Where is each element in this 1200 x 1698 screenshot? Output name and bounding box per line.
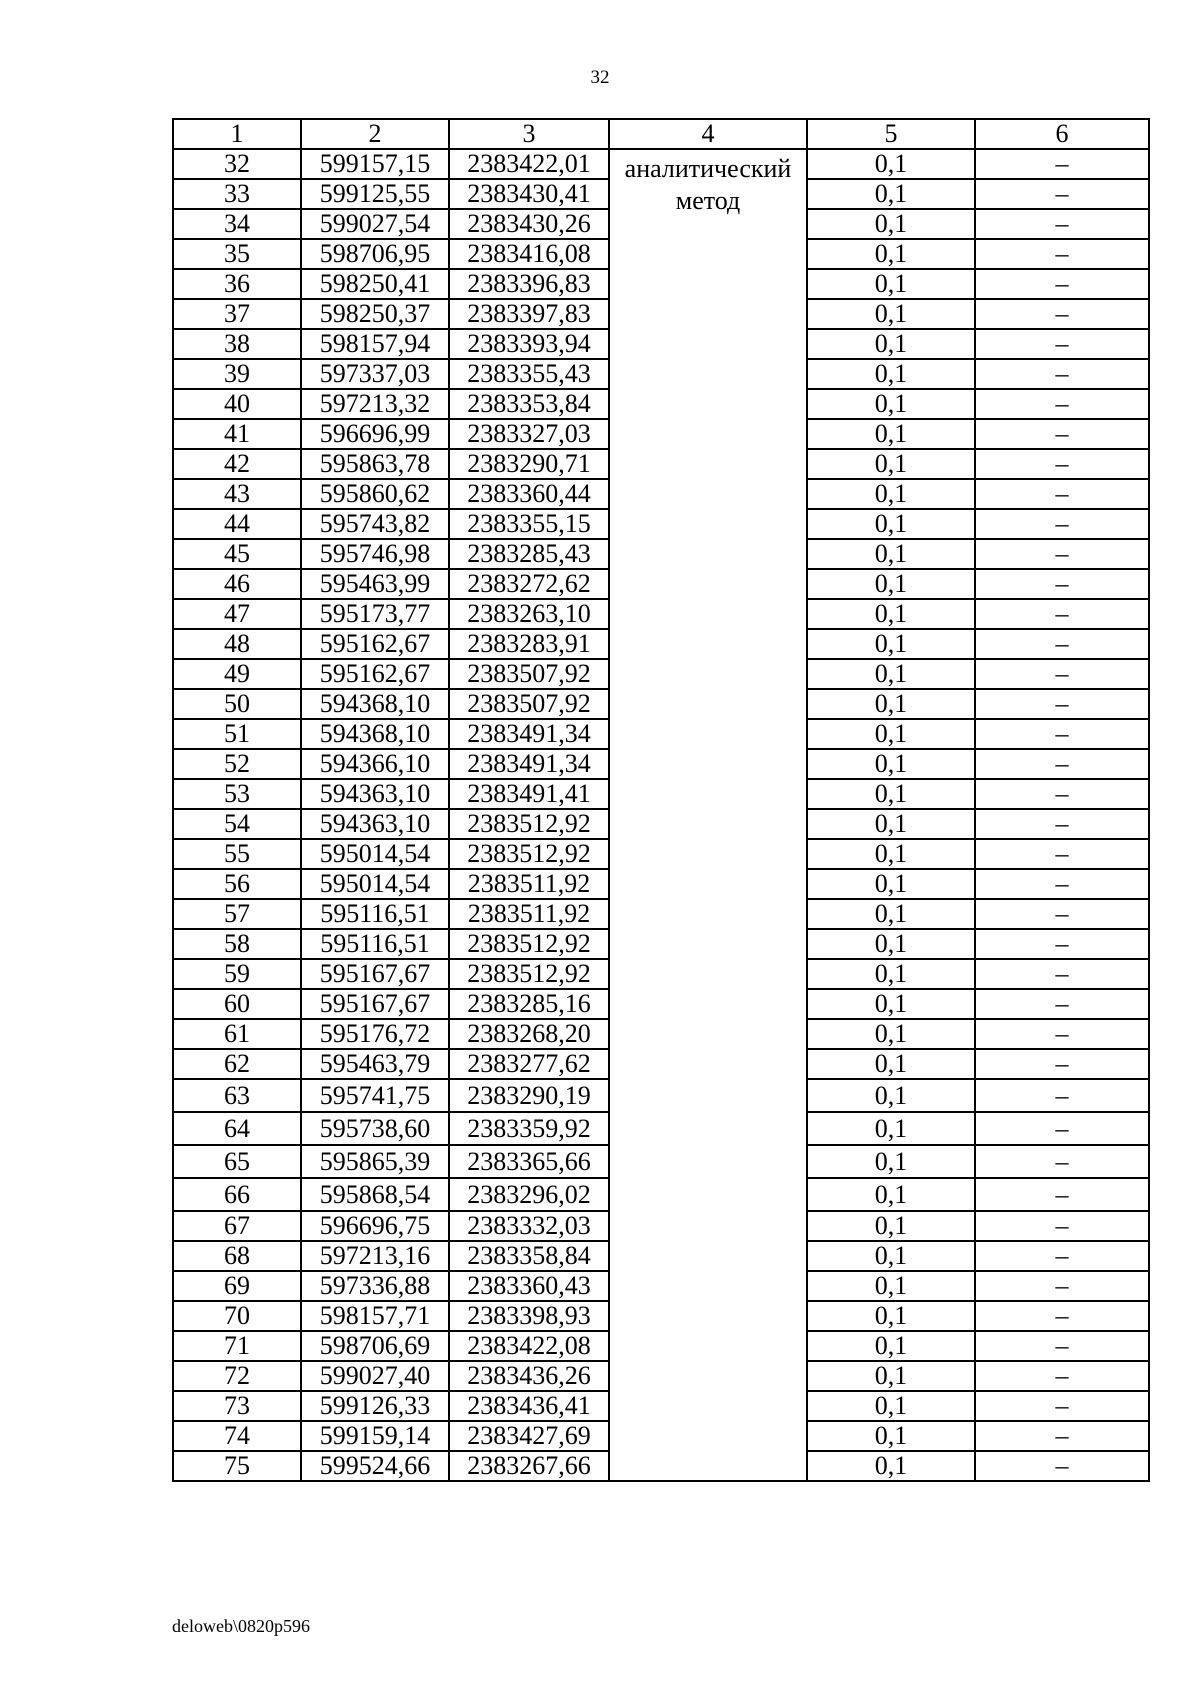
note-cell: – [975, 1271, 1149, 1301]
x-coordinate-cell: 599126,33 [301, 1391, 449, 1421]
x-coordinate-cell: 594363,10 [301, 809, 449, 839]
y-coordinate-cell: 2383491,34 [449, 749, 609, 779]
point-number-cell: 48 [173, 629, 301, 659]
note-cell: – [975, 1145, 1149, 1178]
accuracy-cell: 0,1 [807, 1391, 975, 1421]
point-number-cell: 51 [173, 719, 301, 749]
method-line: аналитический [624, 154, 792, 183]
y-coordinate-cell: 2383290,19 [449, 1079, 609, 1112]
table-row [173, 149, 1149, 179]
y-coordinate-cell: 2383512,92 [449, 929, 609, 959]
x-coordinate-cell: 598157,71 [301, 1301, 449, 1331]
y-coordinate-cell: 2383355,43 [449, 359, 609, 389]
note-cell: – [975, 1211, 1149, 1241]
point-number-cell: 63 [173, 1079, 301, 1112]
x-coordinate-cell: 595463,79 [301, 1049, 449, 1079]
note-cell: – [975, 149, 1149, 179]
x-coordinate-cell: 596696,99 [301, 419, 449, 449]
y-coordinate-cell: 2383398,93 [449, 1301, 609, 1331]
method-line: метод [675, 186, 741, 215]
x-coordinate-cell: 595116,51 [301, 899, 449, 929]
note-cell: – [975, 1241, 1149, 1271]
y-coordinate-cell: 2383512,92 [449, 839, 609, 869]
accuracy-cell: 0,1 [807, 209, 975, 239]
accuracy-cell: 0,1 [807, 1079, 975, 1112]
point-number-cell: 56 [173, 869, 301, 899]
point-number-cell: 41 [173, 419, 301, 449]
header-cell: 5 [807, 119, 975, 149]
y-coordinate-cell: 2383422,01 [449, 149, 609, 179]
point-number-cell: 37 [173, 299, 301, 329]
point-number-cell: 66 [173, 1178, 301, 1211]
accuracy-cell: 0,1 [807, 1331, 975, 1361]
note-cell: – [975, 659, 1149, 689]
y-coordinate-cell: 2383359,92 [449, 1112, 609, 1145]
x-coordinate-cell: 595868,54 [301, 1178, 449, 1211]
y-coordinate-cell: 2383422,08 [449, 1331, 609, 1361]
accuracy-cell: 0,1 [807, 1049, 975, 1079]
y-coordinate-cell: 2383430,26 [449, 209, 609, 239]
y-coordinate-cell: 2383267,66 [449, 1451, 609, 1481]
note-cell: – [975, 449, 1149, 479]
point-number-cell: 74 [173, 1421, 301, 1451]
y-coordinate-cell: 2383353,84 [449, 389, 609, 419]
note-cell: – [975, 209, 1149, 239]
header-row [173, 119, 1149, 149]
point-number-cell: 43 [173, 479, 301, 509]
accuracy-cell: 0,1 [807, 929, 975, 959]
accuracy-cell: 0,1 [807, 149, 975, 179]
y-coordinate-cell: 2383358,84 [449, 1241, 609, 1271]
x-coordinate-cell: 599027,40 [301, 1361, 449, 1391]
accuracy-cell: 0,1 [807, 449, 975, 479]
point-number-cell: 70 [173, 1301, 301, 1331]
note-cell: – [975, 419, 1149, 449]
x-coordinate-cell: 598250,37 [301, 299, 449, 329]
point-number-cell: 73 [173, 1391, 301, 1421]
note-cell: – [975, 329, 1149, 359]
x-coordinate-cell: 599125,55 [301, 179, 449, 209]
point-number-cell: 75 [173, 1451, 301, 1481]
accuracy-cell: 0,1 [807, 329, 975, 359]
point-number-cell: 53 [173, 779, 301, 809]
x-coordinate-cell: 594366,10 [301, 749, 449, 779]
accuracy-cell: 0,1 [807, 1019, 975, 1049]
note-cell: – [975, 749, 1149, 779]
accuracy-cell: 0,1 [807, 509, 975, 539]
x-coordinate-cell: 597337,03 [301, 359, 449, 389]
x-coordinate-cell: 594368,10 [301, 719, 449, 749]
y-coordinate-cell: 2383277,62 [449, 1049, 609, 1079]
accuracy-cell: 0,1 [807, 809, 975, 839]
accuracy-cell: 0,1 [807, 1271, 975, 1301]
x-coordinate-cell: 595863,78 [301, 449, 449, 479]
accuracy-cell: 0,1 [807, 869, 975, 899]
note-cell: – [975, 899, 1149, 929]
x-coordinate-cell: 595176,72 [301, 1019, 449, 1049]
point-number-cell: 47 [173, 599, 301, 629]
accuracy-cell: 0,1 [807, 359, 975, 389]
x-coordinate-cell: 595014,54 [301, 869, 449, 899]
x-coordinate-cell: 595173,77 [301, 599, 449, 629]
accuracy-cell: 0,1 [807, 479, 975, 509]
y-coordinate-cell: 2383396,83 [449, 269, 609, 299]
y-coordinate-cell: 2383283,91 [449, 629, 609, 659]
note-cell: – [975, 719, 1149, 749]
note-cell: – [975, 929, 1149, 959]
note-cell: – [975, 569, 1149, 599]
y-coordinate-cell: 2383355,15 [449, 509, 609, 539]
y-coordinate-cell: 2383268,20 [449, 1019, 609, 1049]
note-cell: – [975, 1178, 1149, 1211]
y-coordinate-cell: 2383285,16 [449, 989, 609, 1019]
header-cell: 6 [975, 119, 1149, 149]
x-coordinate-cell: 598706,69 [301, 1331, 449, 1361]
header-cell: 1 [173, 119, 301, 149]
accuracy-cell: 0,1 [807, 779, 975, 809]
point-number-cell: 52 [173, 749, 301, 779]
x-coordinate-cell: 595116,51 [301, 929, 449, 959]
accuracy-cell: 0,1 [807, 569, 975, 599]
note-cell: – [975, 299, 1149, 329]
note-cell: – [975, 539, 1149, 569]
x-coordinate-cell: 595746,98 [301, 539, 449, 569]
x-coordinate-cell: 599159,14 [301, 1421, 449, 1451]
y-coordinate-cell: 2383511,92 [449, 899, 609, 929]
note-cell: – [975, 269, 1149, 299]
accuracy-cell: 0,1 [807, 239, 975, 269]
note-cell: – [975, 389, 1149, 419]
accuracy-cell: 0,1 [807, 1178, 975, 1211]
point-number-cell: 61 [173, 1019, 301, 1049]
x-coordinate-cell: 595463,99 [301, 569, 449, 599]
x-coordinate-cell: 598250,41 [301, 269, 449, 299]
accuracy-cell: 0,1 [807, 749, 975, 779]
note-cell: – [975, 869, 1149, 899]
y-coordinate-cell: 2383430,41 [449, 179, 609, 209]
y-coordinate-cell: 2383360,43 [449, 1271, 609, 1301]
x-coordinate-cell: 595741,75 [301, 1079, 449, 1112]
y-coordinate-cell: 2383512,92 [449, 809, 609, 839]
y-coordinate-cell: 2383416,08 [449, 239, 609, 269]
x-coordinate-cell: 599027,54 [301, 209, 449, 239]
note-cell: – [975, 1391, 1149, 1421]
point-number-cell: 39 [173, 359, 301, 389]
x-coordinate-cell: 595167,67 [301, 989, 449, 1019]
x-coordinate-cell: 599157,15 [301, 149, 449, 179]
accuracy-cell: 0,1 [807, 959, 975, 989]
y-coordinate-cell: 2383512,92 [449, 959, 609, 989]
point-number-cell: 57 [173, 899, 301, 929]
x-coordinate-cell: 594368,10 [301, 689, 449, 719]
accuracy-cell: 0,1 [807, 1241, 975, 1271]
point-number-cell: 38 [173, 329, 301, 359]
note-cell: – [975, 959, 1149, 989]
accuracy-cell: 0,1 [807, 269, 975, 299]
x-coordinate-cell: 596696,75 [301, 1211, 449, 1241]
page-number: 32 [590, 67, 610, 88]
y-coordinate-cell: 2383290,71 [449, 449, 609, 479]
note-cell: – [975, 239, 1149, 269]
note-cell: – [975, 779, 1149, 809]
point-number-cell: 67 [173, 1211, 301, 1241]
accuracy-cell: 0,1 [807, 1361, 975, 1391]
y-coordinate-cell: 2383360,44 [449, 479, 609, 509]
accuracy-cell: 0,1 [807, 299, 975, 329]
method-cell [609, 149, 807, 1481]
note-cell: – [975, 1019, 1149, 1049]
point-number-cell: 33 [173, 179, 301, 209]
x-coordinate-cell: 598706,95 [301, 239, 449, 269]
point-number-cell: 71 [173, 1331, 301, 1361]
point-number-cell: 32 [173, 149, 301, 179]
x-coordinate-cell: 595014,54 [301, 839, 449, 869]
note-cell: – [975, 1079, 1149, 1112]
y-coordinate-cell: 2383393,94 [449, 329, 609, 359]
y-coordinate-cell: 2383285,43 [449, 539, 609, 569]
x-coordinate-cell: 597213,32 [301, 389, 449, 419]
point-number-cell: 65 [173, 1145, 301, 1178]
note-cell: – [975, 629, 1149, 659]
x-coordinate-cell: 595860,62 [301, 479, 449, 509]
note-cell: – [975, 1049, 1149, 1079]
header-cell: 4 [609, 119, 807, 149]
y-coordinate-cell: 2383272,62 [449, 569, 609, 599]
point-number-cell: 40 [173, 389, 301, 419]
point-number-cell: 45 [173, 539, 301, 569]
point-number-cell: 34 [173, 209, 301, 239]
accuracy-cell: 0,1 [807, 1421, 975, 1451]
point-number-cell: 42 [173, 449, 301, 479]
coordinates-table [172, 118, 1150, 1482]
y-coordinate-cell: 2383511,92 [449, 869, 609, 899]
x-coordinate-cell: 595162,67 [301, 659, 449, 689]
x-coordinate-cell: 595865,39 [301, 1145, 449, 1178]
y-coordinate-cell: 2383491,34 [449, 719, 609, 749]
accuracy-cell: 0,1 [807, 719, 975, 749]
x-coordinate-cell: 599524,66 [301, 1451, 449, 1481]
note-cell: – [975, 509, 1149, 539]
accuracy-cell: 0,1 [807, 989, 975, 1019]
y-coordinate-cell: 2383365,66 [449, 1145, 609, 1178]
point-number-cell: 46 [173, 569, 301, 599]
y-coordinate-cell: 2383427,69 [449, 1421, 609, 1451]
accuracy-cell: 0,1 [807, 1145, 975, 1178]
y-coordinate-cell: 2383436,41 [449, 1391, 609, 1421]
y-coordinate-cell: 2383327,03 [449, 419, 609, 449]
point-number-cell: 55 [173, 839, 301, 869]
x-coordinate-cell: 597336,88 [301, 1271, 449, 1301]
note-cell: – [975, 359, 1149, 389]
point-number-cell: 35 [173, 239, 301, 269]
y-coordinate-cell: 2383332,03 [449, 1211, 609, 1241]
y-coordinate-cell: 2383507,92 [449, 689, 609, 719]
header-cell: 2 [301, 119, 449, 149]
x-coordinate-cell: 595162,67 [301, 629, 449, 659]
header-cell: 3 [449, 119, 609, 149]
point-number-cell: 59 [173, 959, 301, 989]
point-number-cell: 62 [173, 1049, 301, 1079]
note-cell: – [975, 809, 1149, 839]
point-number-cell: 49 [173, 659, 301, 689]
accuracy-cell: 0,1 [807, 389, 975, 419]
point-number-cell: 69 [173, 1271, 301, 1301]
point-number-cell: 72 [173, 1361, 301, 1391]
note-cell: – [975, 1421, 1149, 1451]
y-coordinate-cell: 2383397,83 [449, 299, 609, 329]
point-number-cell: 54 [173, 809, 301, 839]
accuracy-cell: 0,1 [807, 179, 975, 209]
point-number-cell: 36 [173, 269, 301, 299]
note-cell: – [975, 1361, 1149, 1391]
accuracy-cell: 0,1 [807, 1112, 975, 1145]
note-cell: – [975, 839, 1149, 869]
note-cell: – [975, 1112, 1149, 1145]
accuracy-cell: 0,1 [807, 599, 975, 629]
accuracy-cell: 0,1 [807, 839, 975, 869]
point-number-cell: 58 [173, 929, 301, 959]
note-cell: – [975, 1331, 1149, 1361]
x-coordinate-cell: 595743,82 [301, 509, 449, 539]
footer-file-path: deloweb\0820p596 [172, 1616, 310, 1636]
point-number-cell: 44 [173, 509, 301, 539]
y-coordinate-cell: 2383263,10 [449, 599, 609, 629]
point-number-cell: 60 [173, 989, 301, 1019]
note-cell: – [975, 479, 1149, 509]
accuracy-cell: 0,1 [807, 1451, 975, 1481]
accuracy-cell: 0,1 [807, 899, 975, 929]
accuracy-cell: 0,1 [807, 539, 975, 569]
note-cell: – [975, 989, 1149, 1019]
note-cell: – [975, 1301, 1149, 1331]
accuracy-cell: 0,1 [807, 419, 975, 449]
note-cell: – [975, 599, 1149, 629]
note-cell: – [975, 689, 1149, 719]
y-coordinate-cell: 2383507,92 [449, 659, 609, 689]
point-number-cell: 50 [173, 689, 301, 719]
x-coordinate-cell: 595738,60 [301, 1112, 449, 1145]
y-coordinate-cell: 2383296,02 [449, 1178, 609, 1211]
accuracy-cell: 0,1 [807, 1211, 975, 1241]
accuracy-cell: 0,1 [807, 689, 975, 719]
y-coordinate-cell: 2383491,41 [449, 779, 609, 809]
x-coordinate-cell: 598157,94 [301, 329, 449, 359]
note-cell: – [975, 179, 1149, 209]
accuracy-cell: 0,1 [807, 1301, 975, 1331]
y-coordinate-cell: 2383436,26 [449, 1361, 609, 1391]
point-number-cell: 68 [173, 1241, 301, 1271]
x-coordinate-cell: 597213,16 [301, 1241, 449, 1271]
point-number-cell: 64 [173, 1112, 301, 1145]
accuracy-cell: 0,1 [807, 629, 975, 659]
note-cell: – [975, 1451, 1149, 1481]
x-coordinate-cell: 594363,10 [301, 779, 449, 809]
accuracy-cell: 0,1 [807, 659, 975, 689]
x-coordinate-cell: 595167,67 [301, 959, 449, 989]
